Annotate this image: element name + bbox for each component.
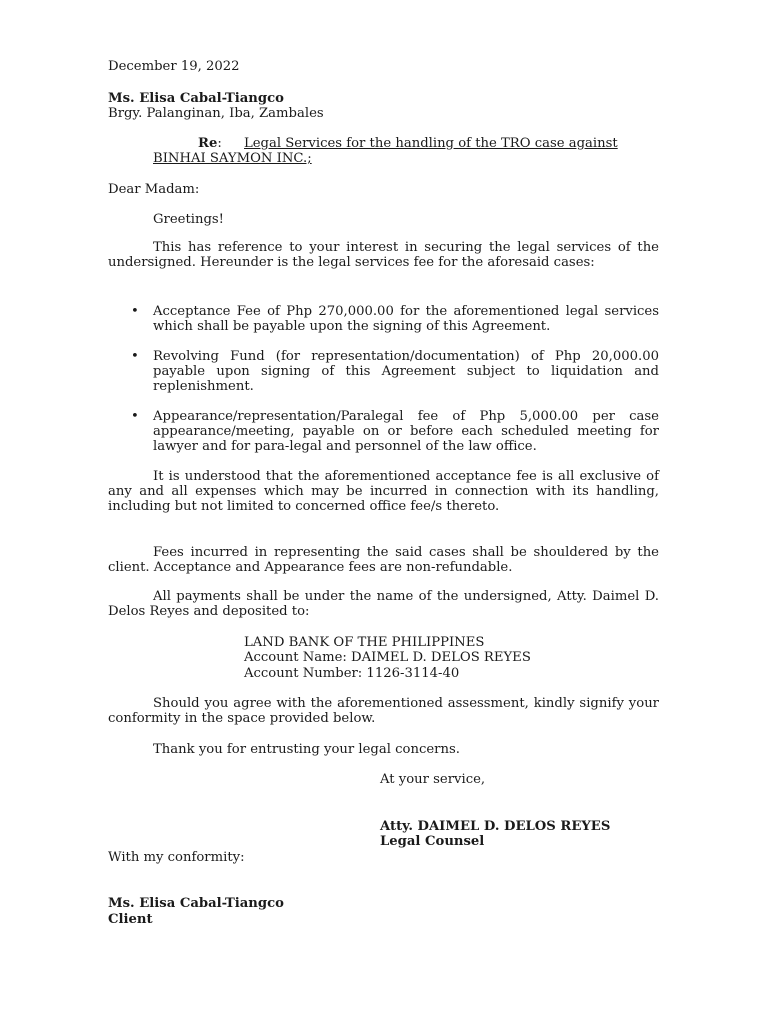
re-label: Re — [198, 136, 218, 151]
re-colon: : — [217, 136, 222, 151]
conformity-label: With my conformity: — [108, 850, 245, 865]
recipient-name: Ms. Elisa Cabal-Tiangco — [108, 91, 284, 106]
bank-account-name: Account Name: DAIMEL D. DELOS REYES — [244, 650, 531, 665]
intro-paragraph: This has reference to your interest in securing the legal services of the undersigned. Hereunder is the legal services fee for the aforesaid cases: — [108, 240, 659, 271]
bullet-icon: • — [131, 409, 139, 424]
bullet-text: Acceptance Fee of Php 270,000.00 for the aforementioned legal services which shall be payable upon the signing of this Agreement. — [153, 304, 659, 335]
client-title: Client — [108, 912, 153, 927]
conformity-request-paragraph: Should you agree with the aforementioned assessment, kindly signify your conformity in the space provided below. — [108, 696, 659, 727]
re-subject-text: Legal Services for the handling of the TRO case against — [244, 136, 618, 151]
re-subject-line — [198, 136, 659, 151]
bullet-text: Revolving Fund (for representation/documentation) of Php 20,000.00 payable upon signing of this Agreement subject to liquidation and replenishment. — [153, 349, 659, 395]
re-subject-text-2: BINHAI SAYMON INC.; — [153, 151, 312, 166]
client-name: Ms. Elisa Cabal-Tiangco — [108, 896, 284, 911]
bank-account-number: Account Number: 1126-3114-40 — [244, 666, 460, 681]
thanks-paragraph: Thank you for entrusting your legal concerns. — [153, 742, 460, 757]
fee-bullet-revolving-fund — [131, 349, 659, 395]
bullet-icon: • — [131, 304, 139, 319]
payments-paragraph: All payments shall be under the name of the undersigned, Atty. Daimel D. Delos Reyes and deposited to: — [108, 589, 659, 620]
fee-bullet-appearance — [131, 409, 659, 455]
closing: At your service, — [380, 772, 486, 787]
recipient-address: Brgy. Palanginan, Iba, Zambales — [108, 106, 324, 121]
fees-paragraph: Fees incurred in representing the said cases shall be shouldered by the client. Acceptance and Appearance fees are non-refundable. — [108, 545, 659, 576]
fee-bullet-acceptance — [131, 304, 659, 335]
signatory-title: Legal Counsel — [380, 834, 485, 849]
salutation: Dear Madam: — [108, 182, 200, 197]
letter-date: December 19, 2022 — [108, 59, 240, 74]
bullet-icon: • — [131, 349, 139, 364]
signatory-name: Atty. DAIMEL D. DELOS REYES — [380, 819, 611, 834]
exclusive-fee-paragraph: It is understood that the aforementioned acceptance fee is all exclusive of any and all expenses which may be incurred in connection with its handling, including but not limited to concerned office fee/s thereto. — [108, 469, 659, 515]
greeting: Greetings! — [153, 212, 224, 227]
bullet-text: Appearance/representation/Paralegal fee of Php 5,000.00 per case appearance/meeting, payable on or before each scheduled meeting for lawyer and for para-legal and personnel of the law office. — [153, 409, 659, 455]
bank-name: LAND BANK OF THE PHILIPPINES — [244, 635, 485, 650]
